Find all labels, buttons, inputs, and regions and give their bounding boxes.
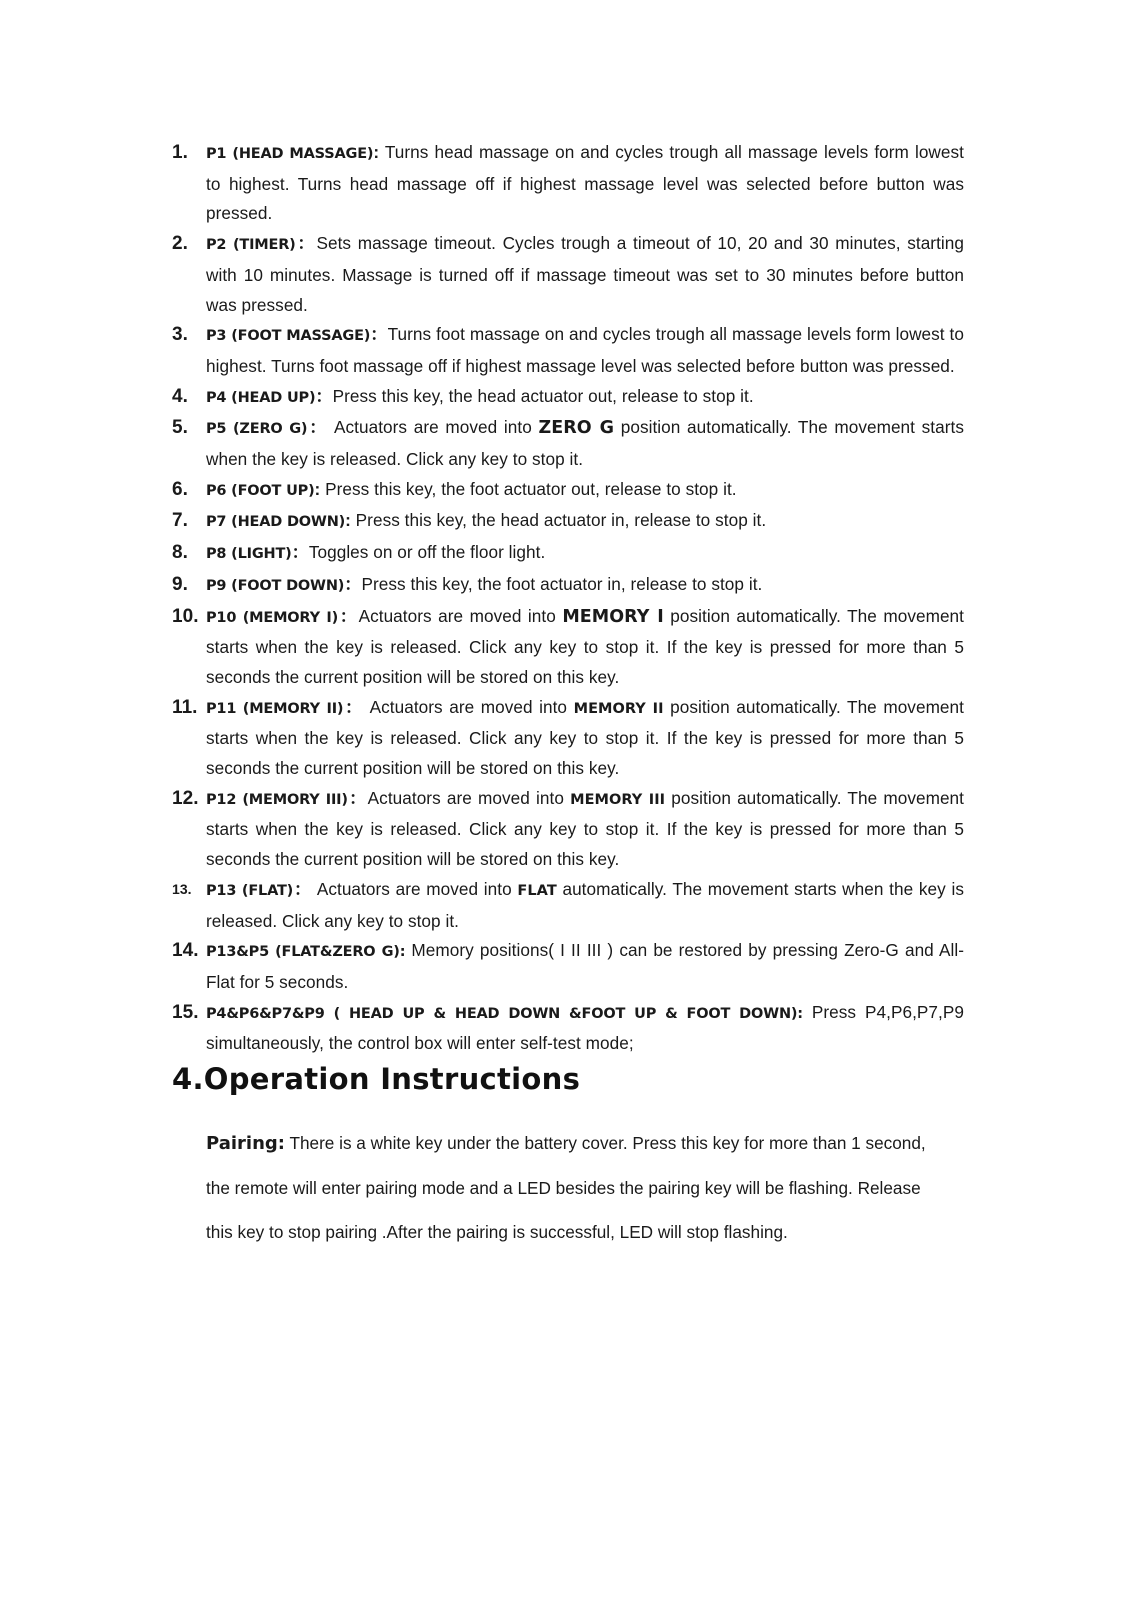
key-separator: ： bbox=[338, 605, 359, 626]
list-item bbox=[172, 936, 964, 997]
item-text: Actuators are moved into bbox=[328, 417, 539, 438]
key-label: P10 (MEMORY I) bbox=[206, 609, 339, 626]
pairing-text: There is a white key under the battery cover. Press this key for more than 1 second, the remote will enter pairing mode and a LED besides the pairing key will be flashing. Release this key to stop pairing .After the pairing is successful, LED will stop flashing. bbox=[206, 1133, 926, 1242]
key-separator: : bbox=[373, 142, 380, 162]
key-label: P6 (FOOT UP) bbox=[206, 482, 315, 499]
key-label: P12 (MEMORY III) bbox=[206, 791, 348, 808]
item-text-continued: position automatically. The movement starts when the key is released. Click any key to stop it. If the key is pressed for more than 5 seconds the current position will be stored on this key. bbox=[206, 787, 964, 870]
pairing-paragraph bbox=[206, 1121, 946, 1254]
item-text: Memory positions( I II III ) can be restored by pressing Zero-G and All-Flat for 5 seconds. bbox=[206, 940, 964, 992]
key-separator: ： bbox=[370, 324, 388, 345]
key-separator: : bbox=[314, 478, 321, 499]
key-separator: ： bbox=[343, 696, 365, 717]
list-item bbox=[172, 320, 964, 381]
item-text: Actuators are moved into bbox=[364, 696, 574, 717]
key-label: P8 (LIGHT) bbox=[206, 546, 292, 563]
list-item-number: 9. bbox=[172, 573, 188, 595]
key-label: P7 (HEAD DOWN) bbox=[206, 514, 346, 531]
key-label: P9 (FOOT DOWN) bbox=[206, 577, 345, 594]
key-label: P4 (HEAD UP) bbox=[206, 389, 316, 406]
key-separator: : bbox=[345, 510, 351, 531]
list-item-number: 14. bbox=[172, 940, 199, 962]
list-item-number: 2. bbox=[172, 233, 188, 255]
item-text: Turns head massage on and cycles trough all massage levels form lowest to highest. Turns head massage off if highest massage level was selected before button was pressed. bbox=[206, 142, 964, 224]
list-item bbox=[172, 475, 964, 507]
key-separator: ： bbox=[291, 542, 309, 563]
list-item-number: 4. bbox=[172, 385, 188, 407]
item-text: Press P4,P6,P7,P9 simultaneously, the control box will enter self-test mode; bbox=[206, 1001, 964, 1054]
list-item-number: 3. bbox=[172, 324, 188, 346]
position-highlight: MEMORY II bbox=[573, 700, 664, 717]
item-text: Press this key, the foot actuator out, release to stop it. bbox=[320, 478, 737, 499]
pairing-label: Pairing: bbox=[206, 1133, 285, 1154]
key-separator: ： bbox=[307, 417, 329, 438]
key-label: P1 (HEAD MASSAGE) bbox=[206, 146, 374, 162]
list-item-number: 13. bbox=[172, 880, 192, 897]
list-item-number: 7. bbox=[172, 510, 188, 532]
key-label: P11 (MEMORY II) bbox=[206, 700, 344, 717]
list-item bbox=[172, 229, 964, 320]
list-item-number: 5. bbox=[172, 417, 188, 439]
key-separator: ： bbox=[293, 878, 313, 899]
list-item bbox=[172, 538, 964, 570]
key-separator: ： bbox=[295, 233, 317, 254]
key-label: P3 (FOOT MASSAGE) bbox=[206, 328, 371, 345]
key-label: P13&P5 (FLAT&ZERO G): bbox=[206, 944, 406, 961]
item-text-continued: automatically. The movement starts when the key is released. Click any key to stop it. bbox=[206, 878, 964, 931]
key-label: P2 (TIMER) bbox=[206, 237, 296, 254]
key-label: P13 (FLAT) bbox=[206, 882, 294, 899]
item-text: Press this key, the head actuator in, release to stop it. bbox=[350, 510, 767, 531]
position-highlight: MEMORY I bbox=[562, 606, 664, 627]
list-item-number: 11. bbox=[172, 696, 198, 718]
item-text: Turns foot massage on and cycles trough all massage levels form lowest to highest. Turns foot massage off if highest massage level was selected before button was pressed. bbox=[206, 324, 964, 376]
list-item-number: 10. bbox=[172, 605, 199, 627]
item-text: Actuators are moved into bbox=[367, 787, 571, 808]
position-highlight: MEMORY III bbox=[570, 791, 666, 808]
item-text-continued: position automatically. The movement starts when the key is released. Click any key to stop it. bbox=[206, 417, 964, 470]
position-highlight: FLAT bbox=[517, 882, 557, 899]
key-separator: ： bbox=[347, 787, 368, 808]
key-label: P4&P6&P7&P9 ( HEAD UP & HEAD DOWN &FOOT UP & FOOT DOWN): bbox=[206, 1005, 803, 1022]
item-text: Sets massage timeout. Cycles trough a timeout of 10, 20 and 30 minutes, starting with 10 minutes. Massage is turned off if massage timeout was set to 30 minutes before button was pressed. bbox=[206, 233, 964, 315]
item-text-continued: position automatically. The movement starts when the key is released. Click any key to stop it. If the key is pressed for more than 5 seconds the current position will be stored on this key. bbox=[206, 605, 964, 687]
position-highlight: ZERO G bbox=[538, 418, 615, 439]
item-text-continued: position automatically. The movement starts when the key is released. Click any key to stop it. If the key is pressed for more than 5 seconds the current position will be stored on this key. bbox=[206, 696, 964, 779]
item-text: Press this key, the foot actuator in, release to stop it. bbox=[361, 573, 763, 594]
list-item bbox=[172, 382, 964, 414]
list-item bbox=[172, 413, 964, 474]
list-item bbox=[172, 602, 964, 693]
list-item bbox=[172, 784, 964, 875]
list-item bbox=[172, 998, 964, 1059]
list-item-number: 6. bbox=[172, 478, 188, 500]
function-key-list bbox=[172, 138, 964, 1059]
list-item bbox=[172, 138, 964, 229]
key-separator: ： bbox=[344, 573, 362, 594]
section-heading: 4.Operation Instructions bbox=[172, 1062, 581, 1096]
list-item-number: 1. bbox=[172, 142, 188, 163]
list-item-number: 8. bbox=[172, 542, 188, 564]
item-text: Toggles on or off the floor light. bbox=[308, 542, 546, 563]
list-item bbox=[172, 570, 964, 602]
item-text: Press this key, the head actuator out, release to stop it. bbox=[332, 385, 754, 406]
list-item-number: 12. bbox=[172, 787, 199, 809]
key-separator: ： bbox=[315, 385, 333, 406]
list-item-number: 15. bbox=[172, 1001, 199, 1023]
item-text: Actuators are moved into bbox=[358, 605, 563, 626]
item-text: Actuators are moved into bbox=[312, 878, 518, 899]
list-item bbox=[172, 875, 964, 936]
list-item bbox=[172, 693, 964, 784]
list-item bbox=[172, 506, 964, 538]
key-label: P5 (ZERO G) bbox=[206, 421, 308, 438]
